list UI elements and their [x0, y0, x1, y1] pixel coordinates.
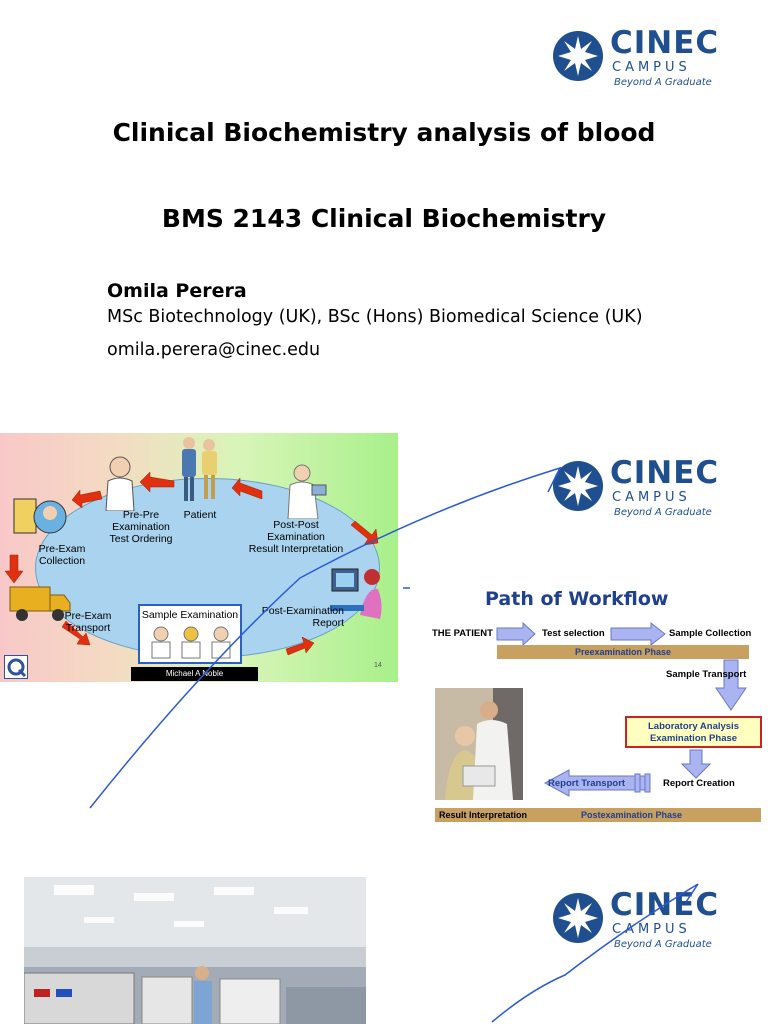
arrow-lab-to-report	[682, 750, 710, 778]
logo-sub: CAMPUS	[612, 922, 691, 937]
lab-cycle-diagram	[0, 433, 398, 682]
credit-label: Michael A Noble	[131, 667, 258, 681]
lab-analysis-box	[625, 716, 762, 748]
lab-analysis-label: Laboratory Analysis	[648, 721, 739, 732]
examination-phase-label: Examination Phase	[649, 733, 738, 744]
logo-brand: CINEC	[610, 887, 720, 923]
preexamination-phase-bar	[497, 645, 749, 659]
logo-brand: CINEC	[610, 455, 720, 491]
arrow-sample-to-report	[286, 637, 314, 655]
postexamination-phase-bar	[435, 808, 761, 822]
q-logo-icon	[4, 655, 28, 679]
wf-sample-transport: Sample Transport	[666, 669, 747, 680]
author-email[interactable]: omila.perera@cinec.edu	[107, 340, 321, 360]
cinec-star-icon	[552, 460, 604, 512]
workflow-title: Path of Workflow	[485, 588, 669, 610]
workflow-diagram	[425, 580, 768, 825]
doctor-patient-photo	[435, 688, 523, 800]
slide-title: Clinical Biochemistry analysis of blood	[112, 118, 656, 147]
logo-sub: CAMPUS	[612, 60, 691, 75]
logo-tagline: Beyond A Graduate	[614, 507, 712, 518]
author-name: Omila Perera	[107, 280, 247, 302]
arrow-test-to-collection	[611, 623, 665, 645]
logo-tagline: Beyond A Graduate	[614, 77, 712, 88]
cinec-logo	[552, 455, 720, 526]
label-sample-examination: Sample Examination	[141, 609, 239, 621]
cinec-logo	[552, 887, 720, 958]
wf-test-selection: Test selection	[542, 628, 605, 639]
arrow-prepre-to-collection	[72, 490, 102, 508]
sample-examination-box	[138, 604, 242, 664]
arrow-collection-to-lab	[716, 660, 746, 710]
lab-workers-icon	[146, 624, 236, 660]
wf-the-patient: THE PATIENT	[432, 628, 493, 639]
label-pre-pre: Pre-Pre Examination Test Ordering	[109, 509, 173, 545]
label-patient: Patient	[183, 509, 217, 521]
arrow-postpost-to-patient	[232, 478, 262, 499]
label-post-post: Post-Post Examination Result Interpretation	[248, 519, 344, 555]
laboratory-photo	[24, 877, 366, 1024]
cinec-star-icon	[552, 892, 604, 944]
arrow-collection-to-transport	[5, 555, 23, 583]
wf-sample-collection: Sample Collection	[669, 628, 752, 639]
label-post-examination: Post-Examination Report	[261, 605, 344, 629]
logo-brand: CINEC	[610, 25, 720, 61]
wf-report-creation: Report Creation	[663, 778, 735, 789]
course-title: BMS 2143 Clinical Biochemistry	[161, 204, 607, 233]
logo-sub: CAMPUS	[612, 490, 691, 505]
postexamination-phase-label: Postexamination Phase	[581, 810, 683, 820]
bar-a	[635, 774, 640, 792]
slide-page-number: 14	[374, 662, 382, 669]
arrow-patient-to-prepre	[140, 472, 174, 492]
result-interpretation-label: Result Interpretation	[439, 810, 528, 820]
wf-report-transport: Report Transport	[548, 778, 626, 789]
label-pre-exam-transport: Pre-Exam Transport	[64, 610, 112, 634]
cinec-logo	[552, 25, 720, 96]
bar-b	[645, 774, 650, 792]
logo-tagline: Beyond A Graduate	[614, 939, 712, 950]
arrow-patient-to-test	[497, 623, 535, 645]
label-pre-exam-collection: Pre-Exam Collection	[38, 543, 86, 567]
preexamination-phase-label: Preexamination Phase	[574, 647, 672, 657]
cinec-star-icon	[552, 30, 604, 82]
author-qualifications: MSc Biotechnology (UK), BSc (Hons) Biomedical Science (UK)	[107, 307, 643, 327]
